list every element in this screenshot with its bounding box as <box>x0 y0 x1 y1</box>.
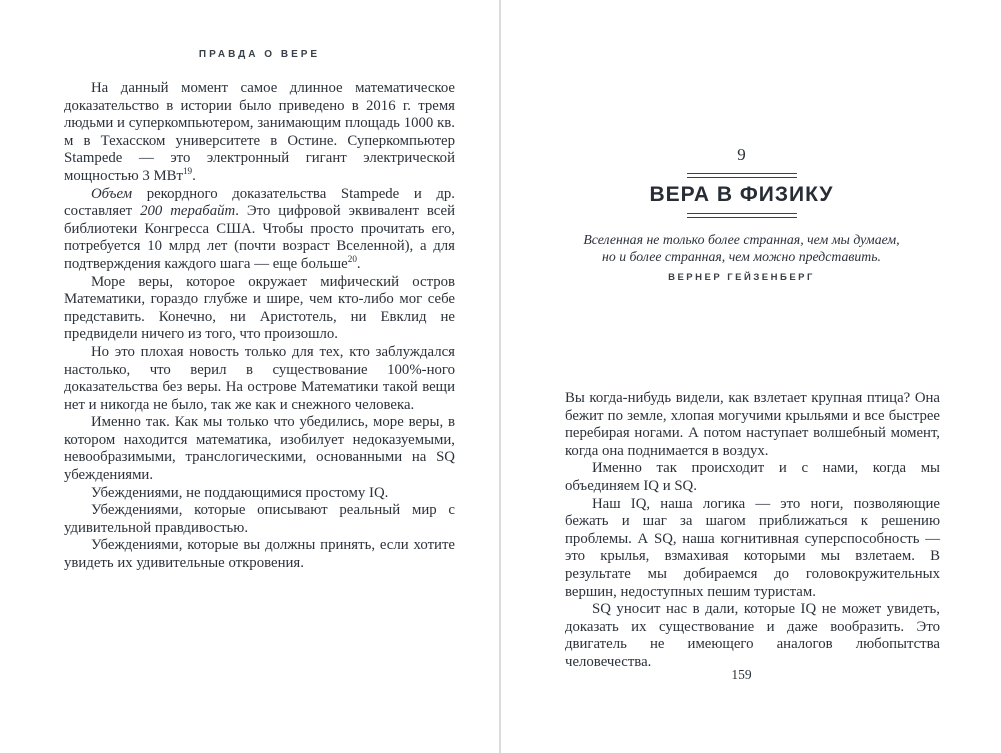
chapter-title: ВЕРА В ФИЗИКУ <box>649 183 834 206</box>
left-page-body <box>64 80 455 573</box>
right-page-body <box>565 390 940 672</box>
epigraph-author: ВЕРНЕР ГЕЙЗЕНБЕРГ <box>668 272 815 283</box>
paragraph: Убеждениями, которые вы должны принять, если хотите увидеть их удивительные откровения. <box>64 537 455 572</box>
running-header: ПРАВДА О ВЕРЕ <box>198 49 321 60</box>
chapter-number: 9 <box>737 145 746 164</box>
paragraph: Именно так. Как мы только что убедились, море веры, в котором находится математика, изобилует недоказуемыми, невообразимыми, транслогическими, основанными на SQ убеждениями. <box>64 414 455 484</box>
right-page <box>501 0 1001 753</box>
paragraph: На данный момент самое длинное математическое доказательство в истории было приведено в 2016 г. тремя людьми и суперкомпьютером, занимающим площадь 1000 кв. м в Техасском университете в Остине. Суперкомпьютер Stampede — это электронный гигант электрической мощностью 3 МВт$^{19}$. <box>64 80 455 184</box>
title-rule-top <box>687 173 797 178</box>
epigraph-line: Вселенная не только более странная, чем мы думаем, <box>583 232 900 247</box>
paragraph: Вы когда-нибудь видели, как взлетает крупная птица? Она бежит по земле, хлопая могучими крыльями и все быстрее перебирая ногами. А потом наступает волшебный момент, когда она поднимается в воздух. <box>565 390 940 459</box>
epigraph <box>558 231 925 265</box>
paragraph: Объем рекордного доказательства Stampede и др. составляет 200 терабайт. Это цифровой эквивалент всей библиотеки Конгресса США. Чтобы просто прочитать его, потребуется 10 млрд лет (почти возраст Вселенной), а для подтверждения каждого шага — еще больше$^{20}$. <box>64 185 455 272</box>
title-rule-bottom <box>687 213 797 218</box>
paragraph: Наш IQ, наша логика — это ноги, позволяющие бежать и шаг за шагом приближаться к решению проблемы. А SQ, наша когнитивная суперспособность — это крылья, взмахивая которыми мы взлетаем. В результате мы добираемся до головокружительных вершин, недоступных пешим туристам. <box>565 495 940 600</box>
chapter-heading <box>558 145 925 283</box>
paragraph: Убеждениями, не поддающимися простому IQ. <box>91 484 389 501</box>
epigraph-line: но и более странная, чем можно представить. <box>602 249 881 264</box>
page-number: 159 <box>731 667 752 682</box>
paragraph: Море веры, которое окружает мифический остров Математики, гораздо глубже и шире, чем кто-либо мог себе представить. Конечно, ни Аристотель, ни Евклид не предвидели ничего из того, что произошло. <box>64 273 455 343</box>
paragraph: Именно так происходит и с нами, когда мы объединяем IQ и SQ. <box>565 460 940 494</box>
paragraph: Но это плохая новость только для тех, кто заблуждался настолько, что верил в существование 100%-ного доказательства без веры. На острове Математики такой вещи нет и никогда не было, так же как и снежного человека. <box>64 343 455 413</box>
left-page <box>0 0 499 753</box>
paragraph: Убеждениями, которые описывают реальный мир с удивительной правдивостью. <box>64 502 455 536</box>
paragraph: SQ уносит нас в дали, которые IQ не может увидеть, доказать их существование и даже вообразить. Это двигатель не имеющего аналогов любопытства человечества. <box>565 601 940 670</box>
